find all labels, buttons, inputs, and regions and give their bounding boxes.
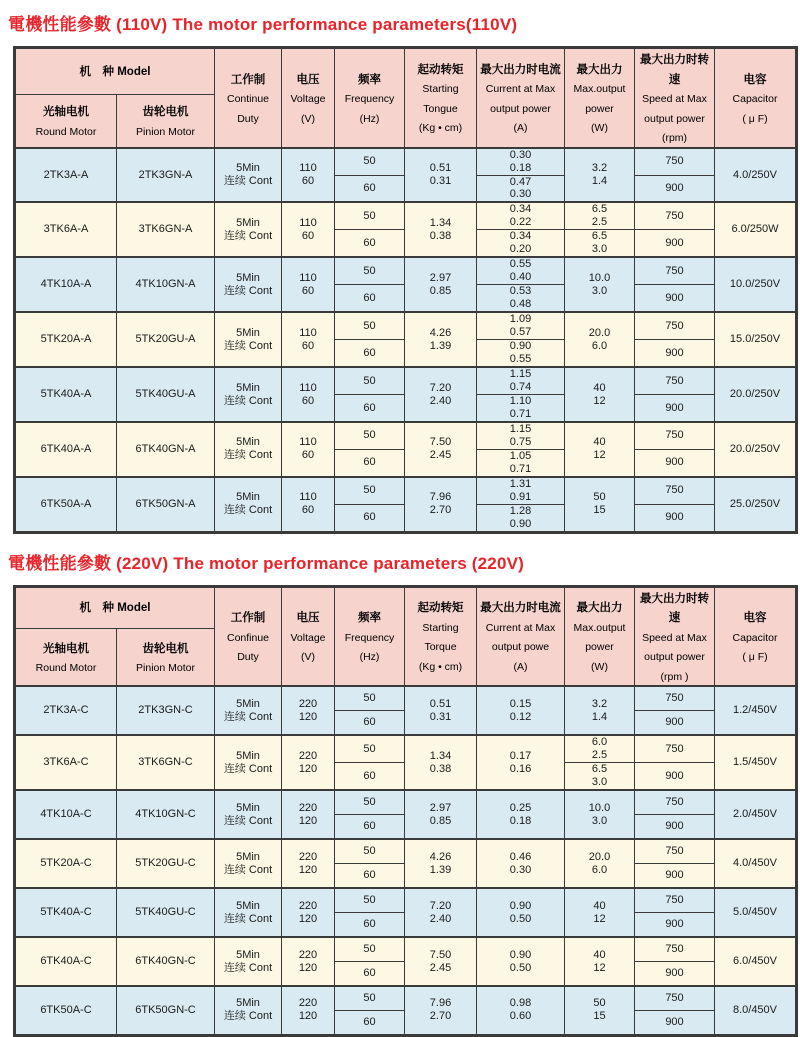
cell-voltage: 220 120 [282,937,335,986]
cell-capacitor: 6.0/450V [715,937,797,986]
cell-voltage: 220 120 [282,790,335,839]
header-pinion [117,629,215,687]
cell-duty: 5Min 连续 Cont [215,367,282,422]
cell-speed-60hz: 900 [635,864,715,889]
header-torque [405,586,477,686]
catalog-page [8,10,800,1037]
header-capacitor [715,586,797,686]
cell-current-60hz: 0.34 0.20 [477,230,565,257]
cell-frequency-60: 60 [335,285,405,312]
cell-starting-torque: 7.96 2.70 [405,477,477,532]
cell-frequency-50: 50 [335,257,405,284]
cell-duty: 5Min 连续 Cont [215,735,282,790]
cell-starting-torque: 4.26 1.39 [405,312,477,367]
header-model-group: 机 种 Model [15,586,215,629]
cell-capacitor: 15.0/250V [715,312,797,367]
header-speed [635,48,715,148]
cell-round-model: 4TK10A-A [15,257,117,312]
header-speed-line: 最大出力时转速 [640,54,709,86]
cell-pinion-model: 5TK20GU-C [117,839,215,888]
cell-speed-50hz: 750 [635,367,715,394]
cell-duty: 5Min 连续 Cont [215,888,282,937]
cell-max-output-power: 50 15 [565,477,635,532]
cell-max-output-power: 10.0 3.0 [565,257,635,312]
header-pinion-line: 齿轮电机 [142,642,189,655]
header-speed-line: Speed at Max [642,631,707,644]
cell-speed-60hz: 900 [635,913,715,938]
header-frequency-line: Frequency [344,93,395,106]
cell-pinion-model: 6TK50GN-A [117,477,215,532]
cell-power-50hz: 6.5 2.5 [565,202,635,229]
cell-max-output-power: 40 12 [565,422,635,477]
cell-pinion-model: 4TK10GN-C [117,790,215,839]
cell-capacitor: 6.0/250W [715,202,797,257]
cell-frequency-50: 50 [335,477,405,504]
section-110v [8,10,800,534]
cell-starting-torque: 0.51 0.31 [405,686,477,735]
header-pinion-line: Pinion Motor [136,125,195,138]
motor-row [15,986,797,1011]
cell-voltage: 110 60 [282,148,335,203]
cell-frequency-60: 60 [335,864,405,889]
cell-pinion-model: 4TK10GN-A [117,257,215,312]
cell-frequency-50: 50 [335,839,405,864]
cell-duty: 5Min 连续 Cont [215,686,282,735]
cell-voltage: 220 120 [282,888,335,937]
page-title-110v: 電機性能參數 (110V) The motor performance parameters(110V) [8,15,518,34]
cell-voltage: 220 120 [282,735,335,790]
cell-capacitor: 8.0/450V [715,986,797,1035]
header-torque-line: 起动转矩 [417,63,464,76]
header-model-group: 机 种 Model [15,48,215,95]
header-duty [215,48,282,148]
cell-current: 0.17 0.16 [477,735,565,790]
cell-power-50hz: 6.0 2.5 [565,735,635,762]
cell-current-60hz: 1.05 0.71 [477,449,565,476]
cell-current-60hz: 0.53 0.48 [477,285,565,312]
header-duty-line: Confinue [226,631,270,644]
cell-speed-60hz: 900 [635,1011,715,1036]
header-current-line: output power [490,102,551,115]
header-speed-line: output power [644,651,705,664]
header-speed-line: (rpm) [661,132,688,145]
cell-speed-60hz: 900 [635,504,715,532]
cell-capacitor: 1.5/450V [715,735,797,790]
cell-max-output-power: 40 12 [565,937,635,986]
motor-row [15,888,797,913]
cell-starting-torque: 1.34 0.38 [405,735,477,790]
cell-starting-torque: 7.20 2.40 [405,367,477,422]
cell-voltage: 110 60 [282,202,335,257]
cell-starting-torque: 1.34 0.38 [405,202,477,257]
cell-round-model: 5TK20A-C [15,839,117,888]
header-current-line: output powe [491,641,550,654]
cell-current-50hz: 1.09 0.57 [477,312,565,339]
cell-frequency-50: 50 [335,937,405,962]
cell-frequency-60: 60 [335,913,405,938]
header-power-line: power [585,641,614,654]
cell-duty: 5Min 连续 Cont [215,148,282,203]
header-power [565,586,635,686]
cell-round-model: 5TK40A-C [15,888,117,937]
cell-current: 0.15 0.12 [477,686,565,735]
cell-starting-torque: 4.26 1.39 [405,839,477,888]
cell-round-model: 4TK10A-C [15,790,117,839]
header-power-line: power [585,102,614,115]
cell-capacitor: 20.0/250V [715,422,797,477]
cell-round-model: 2TK3A-C [15,686,117,735]
header-duty-line: Duty [237,651,259,664]
cell-frequency-50: 50 [335,148,405,175]
cell-capacitor: 10.0/250V [715,257,797,312]
cell-pinion-model: 5TK20GU-A [117,312,215,367]
header-torque-line: 起动转矩 [417,602,464,615]
cell-starting-torque: 0.51 0.31 [405,148,477,203]
cell-speed-60hz: 900 [635,395,715,422]
cell-speed-50hz: 750 [635,888,715,913]
cell-voltage: 110 60 [282,257,335,312]
header-frequency [335,48,405,148]
cell-current-50hz: 0.55 0.40 [477,257,565,284]
header-frequency-line: (Hz) [359,112,380,125]
header-speed-line: output power [644,112,705,125]
header-power-line: Max.output [573,621,626,634]
cell-duty: 5Min 连续 Cont [215,790,282,839]
cell-round-model: 6TK40A-C [15,937,117,986]
cell-capacitor: 5.0/450V [715,888,797,937]
cell-speed-60hz: 900 [635,962,715,987]
cell-pinion-model: 3TK6GN-A [117,202,215,257]
motor-row [15,367,797,394]
cell-voltage: 110 60 [282,312,335,367]
header-power-line: 最大出力 [576,602,623,615]
header-voltage-line: 电压 [296,612,320,625]
cell-current: 0.90 0.50 [477,888,565,937]
cell-capacitor: 1.2/450V [715,686,797,735]
cell-speed-60hz: 900 [635,285,715,312]
cell-frequency-60: 60 [335,230,405,257]
motor-row [15,202,797,229]
cell-current-50hz: 1.15 0.75 [477,422,565,449]
cell-current: 0.46 0.30 [477,839,565,888]
header-round [15,629,117,687]
header-current [477,586,565,686]
header-round-line: Round Motor [35,662,97,675]
cell-starting-torque: 2.97 0.85 [405,790,477,839]
header-capacitor-line: Capacitor [732,631,778,644]
cell-capacitor: 25.0/250V [715,477,797,532]
cell-capacitor: 4.0/250V [715,148,797,203]
header-frequency-line: Frequency [344,631,395,644]
cell-pinion-model: 6TK50GN-C [117,986,215,1035]
motor-parameters-table-220v [13,585,798,1037]
cell-current-60hz: 1.10 0.71 [477,395,565,422]
header-frequency [335,586,405,686]
cell-capacitor: 2.0/450V [715,790,797,839]
cell-power-60hz: 6.5 3.0 [565,230,635,257]
cell-speed-60hz: 900 [635,175,715,202]
cell-starting-torque: 7.96 2.70 [405,986,477,1035]
cell-pinion-model: 3TK6GN-C [117,735,215,790]
header-torque [405,48,477,148]
cell-speed-50hz: 750 [635,686,715,711]
cell-duty: 5Min 连续 Cont [215,257,282,312]
cell-duty: 5Min 连续 Cont [215,202,282,257]
header-capacitor-line: Capacitor [732,93,778,106]
cell-frequency-60: 60 [335,1011,405,1036]
header-power-line: 最大出力 [576,63,623,76]
cell-round-model: 6TK40A-A [15,422,117,477]
header-voltage-line: (V) [301,651,315,664]
header-duty-line: Duty [237,112,259,125]
cell-frequency-60: 60 [335,763,405,790]
motor-row [15,257,797,284]
cell-starting-torque: 2.97 0.85 [405,257,477,312]
header-torque-line: (Kg • cm) [418,661,463,673]
header-voltage [282,586,335,686]
cell-round-model: 2TK3A-A [15,148,117,203]
table-header-110v [15,48,797,148]
cell-frequency-60: 60 [335,395,405,422]
cell-round-model: 6TK50A-C [15,986,117,1035]
cell-speed-60hz: 900 [635,815,715,840]
cell-duty: 5Min 连续 Cont [215,937,282,986]
motor-row [15,422,797,449]
header-capacitor-line: ( μ F) [742,651,768,664]
header-pinion-line: Pinion Motor [136,662,195,675]
header-round [15,95,117,148]
motor-parameters-table-110v [13,46,798,534]
motor-row [15,477,797,504]
cell-max-output-power: 20.0 6.0 [565,839,635,888]
cell-speed-50hz: 750 [635,937,715,962]
header-round-line: 光轴电机 [43,642,89,655]
cell-capacitor: 4.0/450V [715,839,797,888]
cell-voltage: 220 120 [282,686,335,735]
cell-capacitor: 20.0/250V [715,367,797,422]
header-current [477,48,565,148]
table-body-220v [15,686,797,1035]
cell-duty: 5Min 连续 Cont [215,422,282,477]
header-voltage-line: (V) [301,112,315,125]
cell-frequency-50: 50 [335,202,405,229]
motor-row [15,312,797,339]
cell-current-60hz: 0.47 0.30 [477,175,565,202]
cell-round-model: 5TK20A-A [15,312,117,367]
header-current-line: 最大出力时电流 [480,602,561,615]
cell-voltage: 110 60 [282,477,335,532]
cell-duty: 5Min 连续 Cont [215,839,282,888]
header-pinion-line: 齿轮电机 [142,106,189,119]
cell-starting-torque: 7.20 2.40 [405,888,477,937]
cell-voltage: 220 120 [282,839,335,888]
header-capacitor-line: ( μ F) [742,112,768,125]
motor-row [15,937,797,962]
cell-current-50hz: 0.34 0.22 [477,202,565,229]
cell-round-model: 6TK50A-A [15,477,117,532]
cell-max-output-power: 3.2 1.4 [565,148,635,203]
header-current-line: Current at Max [485,621,556,634]
cell-frequency-50: 50 [335,790,405,815]
cell-max-output-power: 50 15 [565,986,635,1035]
header-frequency-line: 频率 [358,612,381,625]
cell-speed-50hz: 750 [635,735,715,762]
header-speed-line: (rpm ) [660,670,689,683]
cell-speed-50hz: 750 [635,202,715,229]
header-capacitor-line: 电容 [743,73,767,86]
header-power-line: Max.output [573,83,626,96]
cell-duty: 5Min 连续 Cont [215,986,282,1035]
cell-frequency-60: 60 [335,449,405,476]
cell-current-50hz: 1.31 0.91 [477,477,565,504]
cell-round-model: 3TK6A-A [15,202,117,257]
cell-speed-60hz: 900 [635,763,715,790]
header-power [565,48,635,148]
cell-pinion-model: 6TK40GN-A [117,422,215,477]
cell-frequency-50: 50 [335,367,405,394]
header-duty [215,586,282,686]
cell-current-50hz: 1.15 0.74 [477,367,565,394]
cell-frequency-60: 60 [335,340,405,367]
cell-starting-torque: 7.50 2.45 [405,422,477,477]
cell-max-output-power: 40 12 [565,367,635,422]
cell-frequency-50: 50 [335,422,405,449]
cell-pinion-model: 2TK3GN-A [117,148,215,203]
table-header-220v [15,586,797,686]
cell-speed-50hz: 750 [635,986,715,1011]
cell-max-output-power: 40 12 [565,888,635,937]
header-power-line: (W) [591,122,608,135]
header-torque-line: (Kg • cm) [418,122,463,135]
table-body-110v [15,148,797,533]
cell-speed-50hz: 750 [635,422,715,449]
section-220v [8,549,800,1037]
header-current-line: (A) [513,122,528,135]
cell-frequency-50: 50 [335,686,405,711]
cell-frequency-60: 60 [335,504,405,532]
cell-current: 0.90 0.50 [477,937,565,986]
cell-frequency-50: 50 [335,888,405,913]
page-title-220v: 電機性能參數 (220V) The motor performance parameters (220V) [8,553,525,573]
header-power-line: (W) [591,661,608,673]
cell-round-model: 5TK40A-A [15,367,117,422]
cell-voltage: 110 60 [282,367,335,422]
header-speed-line: Speed at Max [642,93,707,106]
header-voltage-line: Voltage [290,631,326,644]
motor-row [15,839,797,864]
cell-frequency-50: 50 [335,986,405,1011]
cell-speed-60hz: 900 [635,711,715,736]
cell-power-60hz: 6.5 3.0 [565,763,635,790]
header-voltage [282,48,335,148]
cell-frequency-50: 50 [335,312,405,339]
header-torque-line: Starting [422,83,459,96]
cell-speed-50hz: 750 [635,477,715,504]
cell-frequency-60: 60 [335,711,405,736]
cell-frequency-60: 60 [335,962,405,987]
header-round-line: Round Motor [35,125,97,138]
cell-current: 0.25 0.18 [477,790,565,839]
cell-speed-50hz: 750 [635,839,715,864]
header-speed-line: 最大出力时转速 [640,592,709,625]
header-capacitor-line: 电容 [743,612,767,625]
cell-speed-50hz: 750 [635,257,715,284]
cell-pinion-model: 2TK3GN-C [117,686,215,735]
header-current-line: (A) [513,661,528,673]
cell-current-60hz: 1.28 0.90 [477,504,565,532]
cell-current-60hz: 0.90 0.55 [477,340,565,367]
header-torque-line: Torque [424,641,457,654]
cell-max-output-power: 20.0 6.0 [565,312,635,367]
header-duty-line: 工作制 [230,73,266,86]
cell-speed-60hz: 900 [635,340,715,367]
cell-speed-50hz: 750 [635,312,715,339]
header-voltage-line: Voltage [290,93,326,106]
cell-pinion-model: 5TK40GU-A [117,367,215,422]
cell-frequency-60: 60 [335,175,405,202]
header-current-line: Current at Max [485,83,556,96]
motor-row [15,686,797,711]
cell-max-output-power: 3.2 1.4 [565,686,635,735]
cell-duty: 5Min 连续 Cont [215,477,282,532]
header-current-line: 最大出力时电流 [480,63,561,76]
cell-speed-60hz: 900 [635,230,715,257]
header-round-line: 光轴电机 [43,106,89,119]
cell-max-output-power: 10.0 3.0 [565,790,635,839]
motor-row [15,735,797,762]
cell-voltage: 110 60 [282,422,335,477]
header-torque-line: Starting [422,621,459,634]
cell-voltage: 220 120 [282,986,335,1035]
header-torque-line: Tongue [423,102,458,115]
header-frequency-line: (Hz) [359,651,380,664]
cell-frequency-50: 50 [335,735,405,762]
cell-round-model: 3TK6A-C [15,735,117,790]
cell-duty: 5Min 连续 Cont [215,312,282,367]
cell-pinion-model: 5TK40GU-C [117,888,215,937]
cell-current-50hz: 0.30 0.18 [477,148,565,175]
cell-speed-50hz: 750 [635,148,715,175]
header-duty-line: 工作制 [230,612,266,625]
header-pinion [117,95,215,148]
motor-row [15,790,797,815]
header-voltage-line: 电压 [296,73,320,86]
cell-pinion-model: 6TK40GN-C [117,937,215,986]
header-frequency-line: 频率 [358,73,381,86]
cell-speed-50hz: 750 [635,790,715,815]
header-capacitor [715,48,797,148]
cell-frequency-60: 60 [335,815,405,840]
motor-row [15,148,797,175]
header-speed [635,586,715,686]
cell-speed-60hz: 900 [635,449,715,476]
cell-current: 0.98 0.60 [477,986,565,1035]
cell-starting-torque: 7.50 2.45 [405,937,477,986]
header-duty-line: Continue [226,93,270,106]
